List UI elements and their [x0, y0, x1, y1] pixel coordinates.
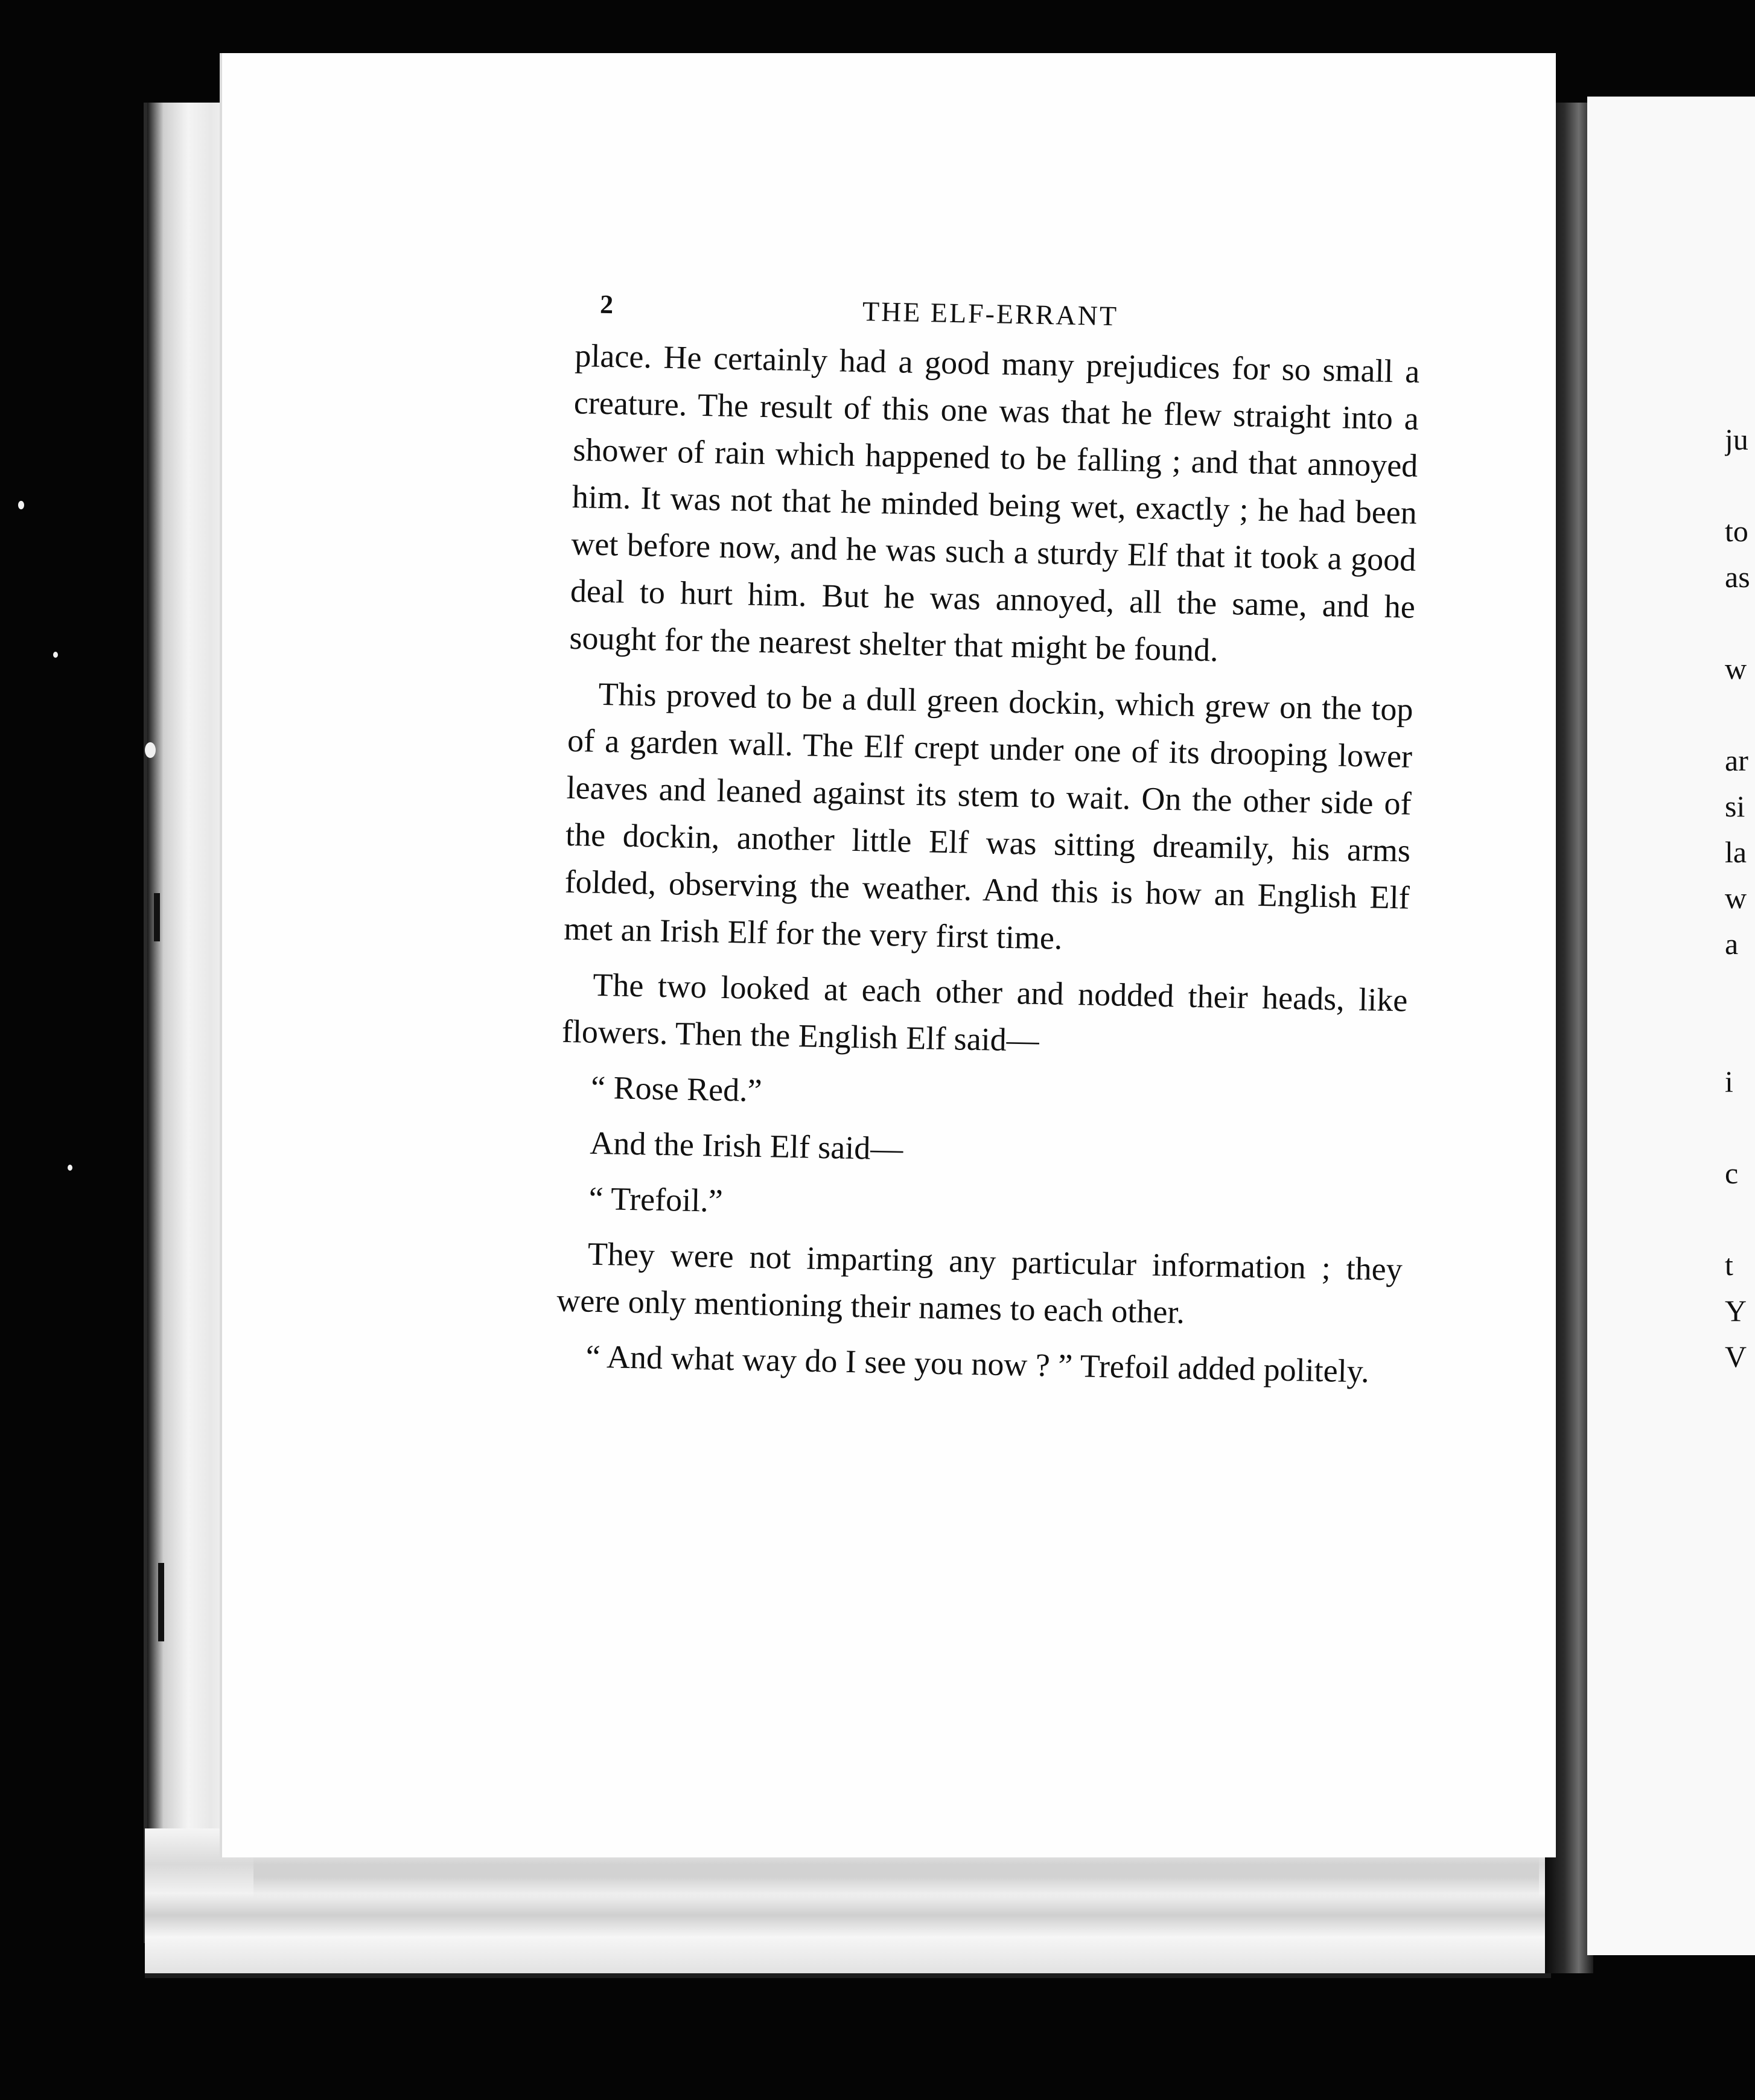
facing-page-fragment: Y: [1725, 1294, 1747, 1328]
page-shadow: [253, 1856, 1539, 1898]
facing-page-fragment: [1725, 692, 1755, 737]
paragraph: place. He certainly had a good many prejudices for so small a creature. The result of this one was that he flew straight into a shower of rain which happened to be falling ; and that annoyed him. It was not that he minded being wet, exactly ; he had been wet before now, and he was such a sturdy Elf that it took a good deal to hurt him. But he was annoyed, all the same, and he sought for the nearest shelter that might be found.: [569, 337, 1420, 669]
facing-page-fragment: i: [1725, 1064, 1733, 1098]
paragraph: This proved to be a dull green dockin, which grew on the top of a garden wall. The Elf crept under one of its drooping lower leaves and leaned against its stem to wait. On the other side of the dockin, another little Elf was sitting dreamily, his arms folded, observing the weather. And this is how an English Elf met an Irish Elf for the very first time.: [563, 675, 1414, 956]
paragraph: “ And what way do I see you now ? ” Trefoil added politely.: [585, 1338, 1370, 1390]
running-title: THE ELF-ERRANT: [862, 296, 1119, 332]
facing-page-fragment: [1725, 1104, 1755, 1150]
page-number: 2: [599, 289, 614, 320]
speck: [68, 1165, 72, 1171]
facing-page-fragment: V: [1725, 1340, 1747, 1373]
paragraph: And the Irish Elf said—: [589, 1124, 903, 1167]
facing-page-fragment: w: [1725, 881, 1747, 915]
speck: [18, 501, 24, 509]
facing-page-fragment: [1725, 1196, 1755, 1242]
facing-page-fragment: ju: [1725, 422, 1748, 456]
paragraph: They were not imparting any particular information ; they were only mentioning their names to each other.: [556, 1235, 1403, 1331]
facing-page-text: [1725, 416, 1755, 1379]
page-edge-damage: [158, 1563, 164, 1641]
facing-page-fragment: t: [1725, 1248, 1733, 1282]
facing-page-fragment: as: [1725, 560, 1750, 594]
facing-page-fragment: a: [1725, 927, 1739, 961]
speck: [53, 652, 58, 658]
page-text-block: [555, 278, 1421, 1396]
dialogue-line: “ Rose Red.”: [590, 1069, 763, 1109]
speck: [145, 742, 156, 758]
paragraph: The two looked at each other and nodded their heads, like flowers. Then the English Elf said—: [561, 966, 1408, 1058]
facing-page-fragment: [1725, 1013, 1755, 1058]
facing-page-fragment: [1725, 600, 1755, 646]
facing-page-fragment: [1725, 967, 1755, 1013]
facing-page-fragment: ar: [1725, 743, 1748, 777]
facing-page-fragment: [1725, 462, 1755, 508]
facing-page-fragment: c: [1725, 1156, 1739, 1190]
page-edge-damage: [154, 893, 160, 941]
facing-page-fragment: to: [1725, 514, 1748, 548]
facing-page-fragment: w: [1725, 652, 1747, 686]
facing-page-fragment: la: [1725, 835, 1747, 869]
facing-page-fragment: si: [1725, 789, 1745, 823]
dialogue-line: “ Trefoil.”: [588, 1180, 724, 1219]
